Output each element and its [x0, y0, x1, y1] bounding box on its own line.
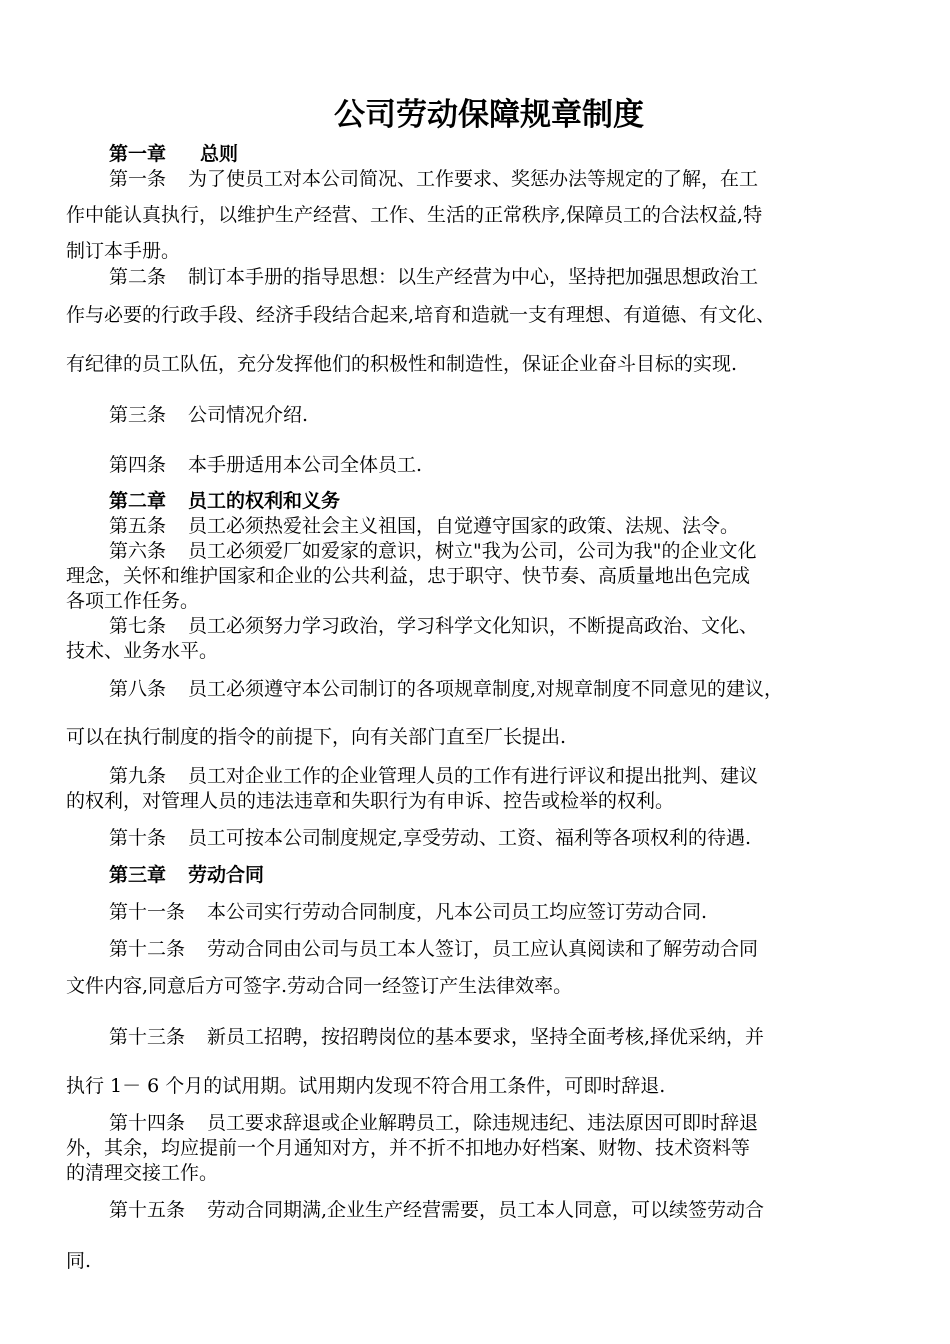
article-line: [109, 539, 757, 563]
article-number: 第十二条: [109, 938, 186, 960]
article-number: 第九条: [109, 765, 167, 787]
chapter-heading: [109, 489, 340, 513]
article-number: 第七条: [109, 615, 167, 637]
article-line: [109, 453, 422, 477]
article-text: 员工要求辞退或企业解聘员工，除违规违纪、违法原因可即时辞退: [207, 1112, 759, 1134]
article-text: 劳动合同由公司与员工本人签订，员工应认真阅读和了解劳动合同: [207, 938, 759, 960]
chapter-number: 第三章: [109, 864, 167, 886]
paragraph-line: 各项工作任务。: [66, 590, 200, 612]
paragraph-line: 的清理交接工作。: [66, 1162, 219, 1184]
article-line: [109, 403, 308, 427]
article-line: [109, 614, 758, 638]
paragraph-line: 同.: [66, 1250, 92, 1272]
paragraph-line: 文件内容,同意后方可签字.劳动合同一经签订产生法律效率。: [66, 975, 573, 997]
article-number: 第四条: [109, 454, 167, 476]
article-text: 公司情况介绍.: [188, 404, 309, 426]
article-text: 新员工招聘，按招聘岗位的基本要求，坚持全面考核,择优采纳，并: [207, 1026, 765, 1048]
article-number: 第二条: [109, 266, 167, 288]
article-text: 本手册适用本公司全体员工.: [188, 454, 423, 476]
article-line: [109, 826, 751, 850]
article-line: [109, 1198, 764, 1222]
chapter-title: 员工的权利和义务: [188, 490, 341, 512]
article-text: 员工对企业工作的企业管理人员的工作有进行评议和提出批判、建议: [188, 765, 759, 787]
article-line: [109, 937, 758, 961]
article-line: [109, 1025, 764, 1049]
article-text: 员工必须遵守本公司制订的各项规章制度,对规章制度不同意见的建议，: [188, 678, 784, 700]
article-text: 员工可按本公司制度规定,享受劳动、工资、福利等各项权利的待遇.: [188, 827, 752, 849]
paragraph-line: 理念，关怀和维护国家和企业的公共利益，忠于职守、快节奏、高质量地出色完成: [66, 565, 751, 587]
article-number: 第五条: [109, 515, 167, 537]
paragraph-line: 作与必要的行政手段、经济手段结合起来,培育和造就一支有理想、有道德、有文化、: [66, 304, 776, 326]
article-text: 员工必须努力学习政治，学习科学文化知识，不断提高政治、文化、: [188, 615, 759, 637]
article-number: 第三条: [109, 404, 167, 426]
article-line: [109, 764, 758, 788]
article-text: 本公司实行劳动合同制度，凡本公司员工均应签订劳动合同.: [207, 901, 708, 923]
paragraph-line: 作中能认真执行，以维护生产经营、工作、生活的正常秩序,保障员工的合法权益,特: [66, 204, 763, 226]
paragraph-line: 外，其余，均应提前一个月通知对方，并不折不扣地办好档案、财物、技术资料等: [66, 1137, 751, 1159]
article-text: 劳动合同期满,企业生产经营需要，员工本人同意，可以续签劳动合: [207, 1199, 765, 1221]
article-line: [109, 1111, 758, 1135]
article-line: [109, 167, 758, 191]
article-line: [109, 514, 739, 538]
paragraph-line: 执行 1－ 6 个月的试用期。试用期内发现不符合用工条件，可即时辞退.: [66, 1075, 666, 1097]
article-line: [109, 900, 707, 924]
chapter-number: 第一章: [109, 143, 167, 165]
article-text: 制订本手册的指导思想：以生产经营为中心，坚持把加强思想政治工: [188, 266, 759, 288]
chapter-title: 总则: [200, 143, 239, 165]
document-title: 公司劳动保障规章制度: [334, 97, 644, 133]
article-number: 第一条: [109, 168, 167, 190]
article-line: [109, 265, 758, 289]
paragraph-line: 的权利，对管理人员的违法违章和失职行为有申诉、控告或检举的权利。: [66, 790, 675, 812]
article-number: 第十条: [109, 827, 167, 849]
chapter-heading: [109, 863, 264, 887]
chapter-title: 劳动合同: [188, 864, 265, 886]
article-number: 第八条: [109, 678, 167, 700]
article-number: 第十四条: [109, 1112, 186, 1134]
article-number: 第十三条: [109, 1026, 186, 1048]
paragraph-line: 有纪律的员工队伍，充分发挥他们的积极性和制造性，保证企业奋斗目标的实现.: [66, 353, 738, 375]
article-number: 第六条: [109, 540, 167, 562]
article-text: 员工必须热爱社会主义祖国，自觉遵守国家的政策、法规、法令。: [188, 515, 740, 537]
article-number: 第十五条: [109, 1199, 186, 1221]
paragraph-line: 技术、业务水平。: [66, 640, 219, 662]
article-text: 员工必须爱厂如爱家的意识，树立"我为公司，公司为我"的企业文化: [188, 540, 757, 562]
article-line: [109, 677, 783, 701]
chapter-number: 第二章: [109, 490, 167, 512]
paragraph-line: 制订本手册。: [66, 240, 181, 262]
article-text: 为了使员工对本公司简况、工作要求、奖惩办法等规定的了解，在工: [188, 168, 759, 190]
chapter-heading: [109, 142, 238, 166]
article-number: 第十一条: [109, 901, 186, 923]
paragraph-line: 可以在执行制度的指令的前提下，向有关部门直至厂长提出.: [66, 726, 567, 748]
